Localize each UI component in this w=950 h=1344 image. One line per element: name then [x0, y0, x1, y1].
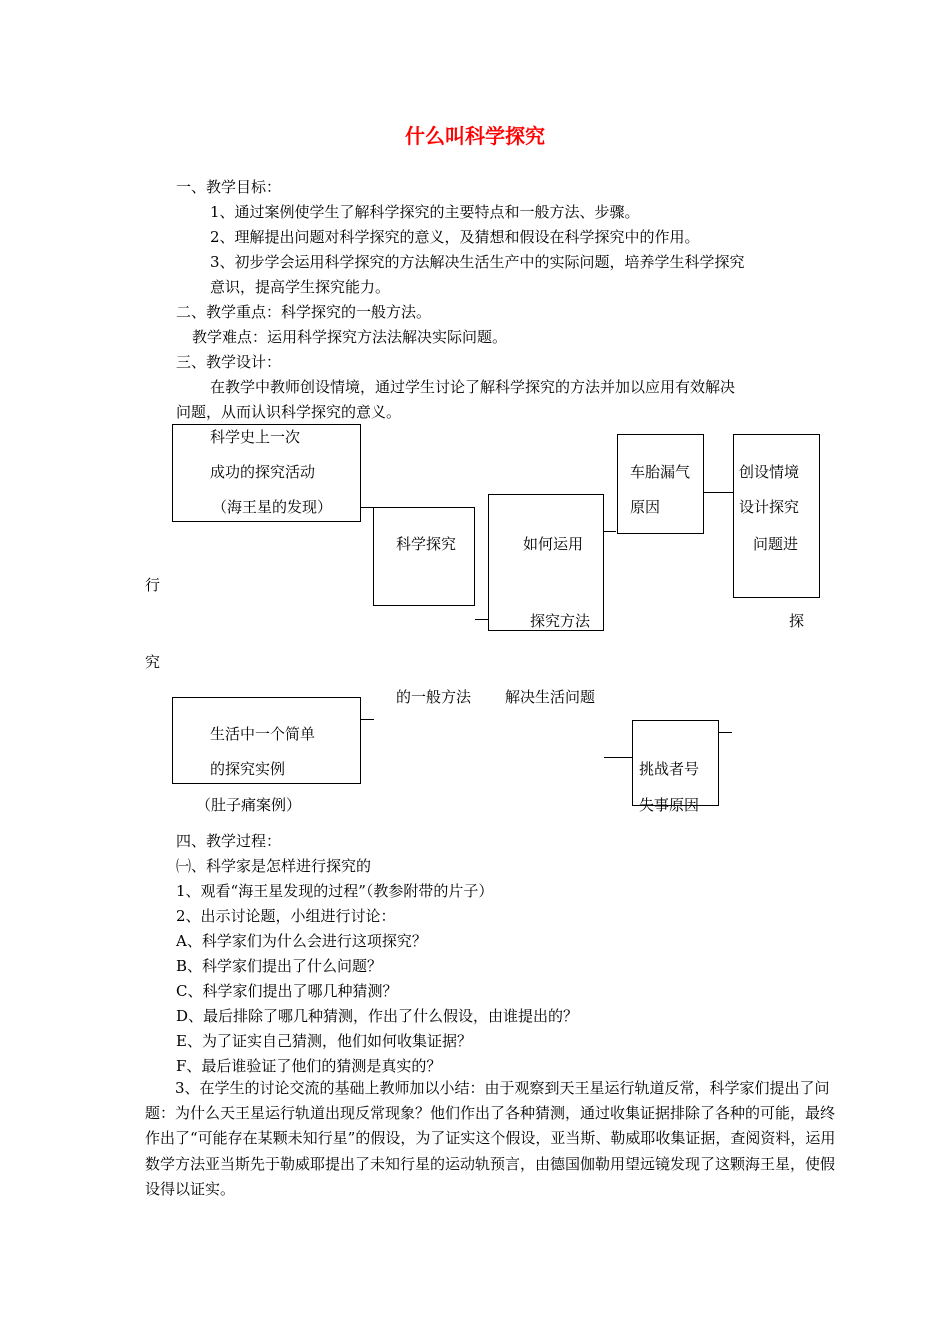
connector-line [604, 531, 616, 532]
box2-below: 的一般方法 [396, 688, 472, 706]
connector-line [718, 732, 732, 733]
box4-line-2: 原因 [630, 498, 661, 516]
process-heading: 四、教学过程： [176, 832, 282, 850]
diagram-box-tire [617, 434, 704, 534]
box6-line-3: （肚子痛案例） [196, 796, 302, 814]
box1-line-2: 成功的探究活动 [210, 463, 316, 481]
goal-3-line-2: 意识，提高学生探究能力。 [210, 278, 391, 296]
design-heading: 三、教学设计： [176, 353, 282, 371]
box5-line-3: 问题进 [753, 535, 799, 553]
box5-line-1: 创设情境 [739, 463, 800, 481]
box3-line-2: 探究方法 [530, 612, 591, 630]
process-item-2: 2、出示讨论题，小组进行讨论： [176, 907, 396, 925]
question-b: B、科学家们提出了什么问题？ [176, 957, 383, 975]
stray-char-xing: 行 [145, 576, 161, 594]
box2-label: 科学探究 [396, 535, 457, 553]
stray-char-jiu: 究 [145, 653, 161, 671]
connector-line [361, 719, 374, 720]
process-item-1: 1、观看“海王星发现的过程”（教参附带的片子） [176, 882, 494, 900]
connector-line [360, 507, 374, 508]
question-a: A、科学家们为什么会进行这项探究？ [176, 932, 427, 950]
diagram-box-scenario [733, 434, 820, 598]
question-f: F、最后谁验证了他们的猜测是真实的？ [176, 1057, 442, 1075]
box7-line-2: 失事原因 [639, 796, 700, 814]
question-d: D、最后排除了哪几种猜测，作出了什么假设，由谁提出的？ [176, 1007, 579, 1025]
box6-line-2: 的探究实例 [210, 760, 286, 778]
box5-line-2: 设计探究 [739, 498, 800, 516]
box3-below: 解决生活问题 [505, 688, 596, 706]
box1-line-1: 科学史上一次 [210, 428, 301, 446]
box1-line-3: （海王星的发现） [212, 498, 333, 516]
teaching-difficulty: 教学难点：运用科学探究方法法解决实际问题。 [192, 328, 508, 346]
box7-line-1: 挑战者号 [639, 760, 700, 778]
box6-line-1: 生活中一个简单 [210, 725, 316, 743]
diagram-box-apply [488, 494, 604, 631]
design-line-1: 在教学中教师创设情境，通过学生讨论了解科学探究的方法并加以应用有效解决 [210, 378, 736, 396]
box4-line-1: 车胎漏气 [630, 463, 691, 481]
question-c: C、科学家们提出了哪几种猜测？ [176, 982, 398, 1000]
goal-3-line-1: 3、初步学会运用科学探究的方法解决生活生产中的实际问题，培养学生科学探究 [210, 253, 745, 271]
connector-line [604, 757, 633, 758]
goal-1: 1、通过案例使学生了解科学探究的主要特点和一般方法、步骤。 [210, 203, 640, 221]
page-title: 什么叫科学探究 [405, 124, 545, 148]
connector-line [704, 492, 734, 493]
goals-heading: 一、教学目标： [176, 178, 282, 196]
design-line-2: 问题，从而认识科学探究的意义。 [176, 403, 402, 421]
diagram-box-inquiry [373, 507, 475, 606]
connector-line [475, 619, 489, 620]
stray-char-tan: 探 [789, 612, 805, 630]
question-e: E、为了证实自己猜测，他们如何收集证据？ [176, 1032, 472, 1050]
box3-line-1: 如何运用 [523, 535, 584, 553]
goal-2: 2、理解提出问题对科学探究的意义，及猜想和假设在科学探究中的作用。 [210, 228, 700, 246]
teaching-focus: 二、教学重点：科学探究的一般方法。 [176, 303, 432, 321]
summary-paragraph: 3、在学生的讨论交流的基础上教师加以小结：由于观察到天王星运行轨道反常，科学家们提出了问题：为什么天王星运行轨道出现反常现象？他们作出了各种猜测，通过收集证据排除了各种的可能，最终作出了“可能存在某颗未知行星”的假设，为了证实这个假设，亚当斯、勒威耶收集证据，查阅资料，运用数学方法亚当斯先于勒威耶提出了未知行星的运动轨预言，由德国伽勒用望远镜发现了这颗海王星，使假设得以证实。 [145, 1079, 836, 1198]
process-subheading: ㈠、科学家是怎样进行探究的 [176, 857, 372, 875]
